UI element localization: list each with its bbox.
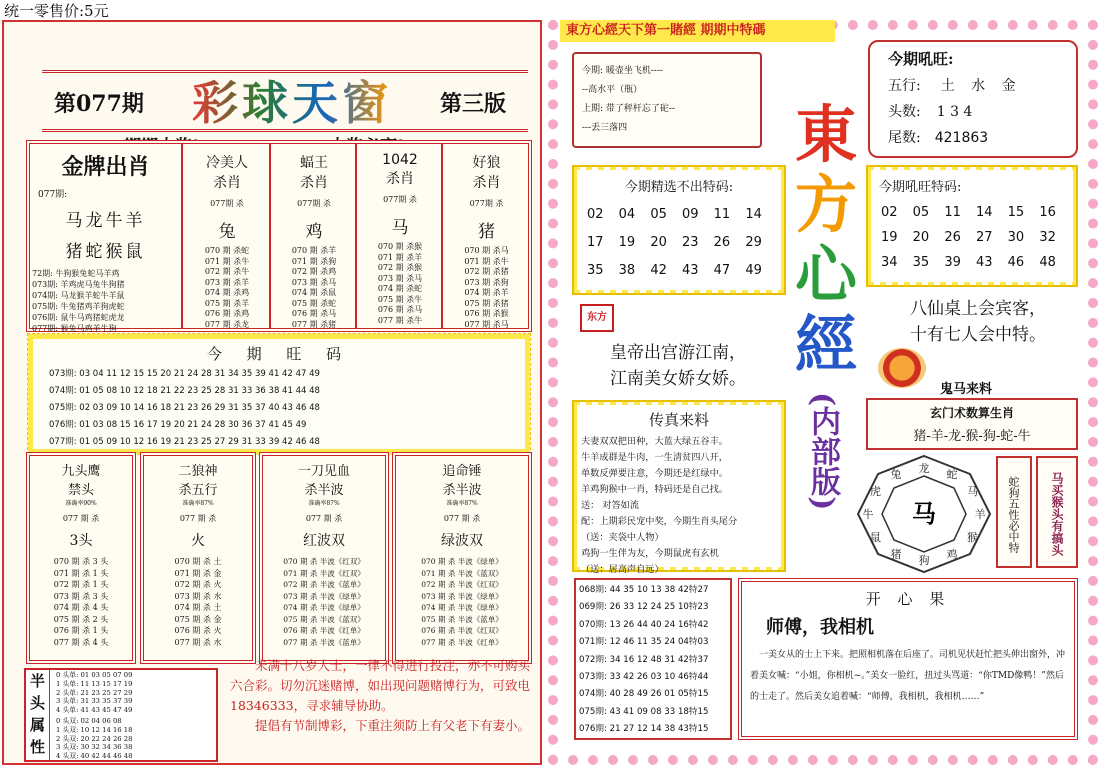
attr-row: 3 头单: 31 33 35 37 39 [56,697,133,706]
kill-row: 074 期 杀蛇 [377,284,423,293]
bottom-row: 075 期 杀 金 [174,614,222,624]
kill-row: 073 期 杀马 [291,277,337,287]
jingxuan-number: 29 [745,235,762,250]
wheel-sign: 马 [967,485,978,498]
wx-label: 五行: [888,78,921,94]
bottom-row: 072 期 杀 1 头 [53,580,109,589]
kill-row: 075 期 杀羊 [204,298,250,308]
houwang-number: 05 [912,205,930,220]
notice-text: 未满十八岁人士，一律不得进行投注，亦不可购买六合彩。切勿沉迷赌博，如出现问题赌博行为，可致电18346333，寻求辅导协助。 [230,658,531,713]
ws-label: 尾数: [888,130,921,146]
jingxuan-number: 09 [681,207,699,222]
bottom-row: 073 期 杀 3 头 [53,591,109,601]
joke-body: 一美女从的士上下来。把照相机落在后座了。司机见状赶忙把头伸出窗外，冲着美女喊：“小姐，你相机~。”美女一脸红，扭过头骂道：“你TMD像鸭！”然后的士走了。然后美女追着喊：“师傅，我相机，我相机……” [750,650,1066,702]
joke-headline: 师傅，我相机 [766,617,874,638]
fax-line: 单数反弹要注意，今期还是红绿中。 [581,468,728,479]
bottom-row: 071 期 杀 金 [174,568,222,578]
bottom-subtitle: 杀半波 [304,483,344,498]
bottom-issue: 077 期 杀 [179,514,217,523]
joke-title: 开 心 果 [865,590,951,608]
fax-box [572,400,786,575]
jingxuan-number: 23 [681,235,699,250]
verse-2: 八仙桌上会宾客， 十有七人会中特。 [910,299,1046,345]
bottom-issue: 077 期 杀 [443,514,481,523]
bottom-subtitle: 杀半波 [442,483,482,498]
kill-row: 073 期 杀羊 [204,277,250,287]
bottom-row: 073 期 杀 水 [174,591,222,601]
houwang-number: 11 [944,205,961,220]
wangma-row: 073期: 03 04 11 12 15 15 20 21 24 28 31 34 35 39 41 42 47 49 [49,369,320,379]
kill-title: 冷美人 [206,155,248,171]
issue-number: 第077期 [54,91,144,117]
wangma-row: 074期: 01 05 08 10 12 18 21 22 23 25 28 31 33 36 38 41 44 48 [49,386,320,396]
kill-title: 好狼 [472,155,501,171]
bottom-row: 072 期 杀 半波《红双》 [421,580,503,589]
bottom-issue: 077 期 杀 [62,514,100,523]
gold-line1: 马龙牛羊 [65,211,146,231]
bottom-subtitle: 杀五行 [178,483,218,498]
wheel-sign: 鸡 [946,547,958,561]
kill-row: 070 期 杀猴 [377,242,423,251]
poem-line: ---丢三落四 [582,123,628,133]
wangma-title: 今 期 旺 码 [206,345,352,363]
bottom-row: 071 期 杀 1 头 [53,568,109,578]
fax-line: 夫妻双双把田种，大蓝大绿五谷丰。 [581,436,728,447]
kill-row: 072 期 杀猴 [377,263,423,272]
bottom-row: 076 期 杀 半波《红单》 [283,626,365,635]
houwang-number: 43 [975,255,993,270]
houwang-number: 19 [881,230,898,245]
history-box [574,578,732,740]
kill-row: 074 期 杀鼠 [291,288,337,297]
wheel-sign: 蛇 [946,468,958,482]
zodiac-wheel [850,454,998,574]
ts-label: 头数: [888,104,921,120]
attr-row: 0 头双: 02 04 06 08 [56,716,122,725]
bottom-row: 074 期 杀 4 头 [53,603,109,612]
wheel-sign: 狗 [918,554,930,567]
bottom-row: 075 期 杀 半波《蓝单》 [421,614,503,624]
bottom-title: 二狼神 [178,464,218,479]
notice-text-2: 提倡有节制博彩，下重注须防上有父老下有妻小。 [255,718,531,733]
kill-col-4 [445,144,528,328]
wangma-box [28,334,530,454]
kill-subtitle: 杀肖 [472,175,501,191]
kill-row: 076 期 杀马 [291,309,337,318]
kill-subtitle: 杀肖 [213,175,241,191]
gold-row: 72期: 牛狗猴兔蛇马羊鸡 [32,269,120,278]
fax-line: （送：夹袋中人物） [581,532,664,543]
kill-row: 072 期 杀猪 [464,267,509,276]
history-row: 072期: 34 16 12 48 31 42特37 [579,654,709,665]
kill-row: 071 期 杀牛 [464,256,509,266]
poem-box [572,52,762,148]
history-row: 068期: 44 35 10 13 38 42特27 [579,585,709,595]
kill-issue: 077期 杀 [383,195,417,204]
houwang-number: 14 [975,205,993,220]
jingxuan-number: 20 [650,235,667,250]
attr-label: 半 头 属 性 [26,670,50,760]
kill-col-3 [359,144,443,328]
hot-box [868,40,1078,158]
houwang-number: 46 [1007,255,1025,270]
kill-row: 070 期 杀马 [464,246,509,255]
ts-value: 1 3 4 [936,104,973,120]
verse-1: 皇帝出宫游江南， 江南美女娇女娇。 [610,343,746,389]
bottom-row: 077 期 杀 4 头 [53,637,109,647]
history-row: 071期: 12 46 11 35 24 04特03 [579,637,709,648]
left-page [2,20,542,765]
hot-title: 今期吼旺: [888,50,954,68]
houwang-number: 34 [881,255,898,270]
wheel-sign: 鼠 [870,531,881,544]
poem-line: 上期: 带了秤杆忘了砣-- [582,104,675,114]
bottom-box-2 [140,452,256,664]
history-row: 073期: 33 42 26 03 10 46特44 [579,672,709,683]
kill-subtitle: 杀肖 [386,171,414,187]
kill-col-1 [185,144,271,328]
kill-issue: 077期 杀 [469,199,504,208]
bottom-box-1 [26,452,136,664]
kill-issue: 077期 杀 [297,199,331,208]
houwang-number: 20 [912,230,930,245]
jingxuan-number: 14 [745,207,762,222]
xuanmen-box [866,398,1078,450]
bottom-title: 追命锤 [442,464,482,479]
attr-row: 1 头单: 11 13 15 17 19 [56,679,133,688]
bottom-box-4 [392,452,532,664]
kill-row: 077 期 杀马 [464,319,509,329]
kill-row: 074 期 杀羊 [464,288,509,297]
attr-row: 3 头双: 30 32 34 36 38 [56,743,133,752]
paper-title: 彩球天窗 [192,67,392,133]
gold-box [30,144,183,333]
jingxuan-number: 11 [713,207,731,222]
history-row: 069期: 26 33 12 24 25 10特23 [579,602,709,613]
jingxuan-number: 04 [618,207,636,222]
bottom-row: 071 期 杀 半波《红双》 [283,568,365,578]
wheel-sign: 虎 [870,485,881,498]
wheel-sign: 猴 [967,531,978,544]
banner: 東方心經天下第一賭經 期期中特碼 [560,20,835,42]
kill-answer: 鸡 [305,222,323,242]
kill-row: 076 期 杀猴 [464,309,509,318]
jingxuan-number: 43 [681,263,699,278]
tiger-icon [878,348,926,388]
kill-row: 075 期 杀牛 [377,294,423,304]
jingxuan-number: 38 [618,263,636,278]
bottom-row: 070 期 杀 半波《红双》 [283,557,365,566]
kill-row: 072 期 杀牛 [204,267,250,276]
bottom-title: 九头鹰 [61,464,101,479]
vertical-subtitle: (内部版) [805,392,840,511]
attr-row: 4 头单: 41 43 45 47 49 [56,706,133,715]
jingxuan-number: 02 [587,207,604,222]
kill-answer: 马 [391,218,409,238]
history-row: 070期: 13 26 44 40 24 16特42 [579,619,709,630]
fax-line: 鸡狗一生伴为友，今期鼠虎有玄机 [581,548,719,559]
jingxuan-number: 17 [587,235,604,250]
bottom-answer: 绿波双 [441,533,483,549]
kill-issue: 077期 杀 [210,199,244,208]
kill-row: 077 期 杀猪 [291,319,337,329]
xuanmen-title: 玄门术数算生肖 [929,406,1014,420]
kill-row: 070 期 杀羊 [291,246,337,255]
edition-label: 第三版 [440,91,507,117]
wx-value: 土 水 金 [940,78,1022,94]
jingxuan-grid [587,207,777,278]
vertical-title: 東 方 心 經 [794,98,857,381]
ws-value: 421863 [934,130,989,146]
fax-title: 传真来料 [648,411,709,429]
fax-line: 牛羊成群是牛肉，一生清贫四八开， [581,452,728,463]
bottom-answer: 火 [191,533,205,549]
poem-line: --高水平（瓶） [582,85,643,95]
jingxuan-number: 05 [650,207,667,222]
bottom-row: 077 期 杀 半波《蓝单》 [283,637,365,647]
side-box-2: 马买猴头有搞头 [1036,456,1078,568]
bottom-row: 070 期 杀 半波《绿单》 [421,557,503,566]
bottom-subtitle: 禁头 [67,483,94,498]
kill-title: 蝠王 [300,155,328,171]
houwang-number: 30 [1007,230,1025,245]
jingxuan-box [572,165,786,295]
houwang-number: 35 [912,255,930,270]
gold-row: 077期: 猴兔马鸡羊牛狗 [32,324,117,333]
attr-table [24,668,218,762]
attr-row: 0 头单: 01 03 05 07 09 [56,671,133,679]
bottom-row: 075 期 杀 2 头 [53,614,109,624]
bottom-row: 076 期 杀 火 [174,626,222,635]
wangma-row: 077期: 01 05 09 10 12 16 19 21 23 25 27 29 31 33 39 42 46 48 [49,437,320,447]
bottom-row: 072 期 杀 半波《蓝单》 [283,580,365,589]
fax-line: 配：上期彩民宠中奖，今期生肖头尾分 [581,516,738,527]
wheel-sign: 龙 [918,462,930,475]
bottom-row: 074 期 杀 半波《绿单》 [283,603,365,612]
kill-row: 075 期 杀蛇 [291,298,337,308]
bottom-row: 074 期 杀 半波《绿单》 [421,603,503,612]
bottom-row: 076 期 杀 半波《红双》 [421,626,503,635]
houwang-number: 16 [1039,205,1056,220]
jingxuan-number: 19 [618,235,636,250]
attr-row: 4 头双: 40 42 44 46 48 [56,752,133,761]
wheel-center: 马 [912,499,936,528]
side-box-1: 蛇狗五性必中特 [996,456,1032,568]
houwang-number: 32 [1039,230,1056,245]
gold-row: 075期: 牛兔猪鸡羊狗虎蛇 [32,302,125,311]
bottom-row: 070 期 杀 土 [174,557,222,566]
wheel-sign: 牛 [862,508,874,521]
jingxuan-number: 49 [745,263,762,278]
houwang-number: 39 [944,255,961,270]
kill-row: 071 期 杀狗 [291,256,337,266]
wheel-sign: 猪 [890,547,902,561]
houwang-grid [881,205,1071,270]
stamp: 东方 [580,304,614,332]
jingxuan-number: 26 [713,235,731,250]
kill-row: 075 期 杀猪 [464,298,509,308]
wheel-sign: 羊 [974,508,986,521]
kill-answer: 猪 [478,222,495,242]
bottom-box-3 [259,452,389,664]
bottom-row: 073 期 杀 半波《绿单》 [421,591,503,601]
xuanmen-list: 猪-羊-龙-猴-狗-蛇-牛 [913,429,1031,444]
poem-line: 今期: 暖壶坐飞机---- [582,66,664,76]
gold-issue: 077期: [38,190,68,200]
gold-row: 076期: 鼠牛马鸡猪蛇虎龙 [32,313,125,322]
bottom-row: 077 期 杀 水 [174,637,222,647]
houwang-number: 48 [1039,255,1056,270]
bottom-title: 一刀见血 [297,464,350,479]
fax-line: 羊鸡狗猴中一肖，特码还是自己找。 [581,484,728,495]
houwang-number: 15 [1007,205,1025,220]
history-row: 075期: 43 41 09 08 33 18特15 [579,706,709,717]
kill-row: 076 期 杀马 [377,305,423,314]
kill-row: 071 期 杀牛 [204,256,250,266]
kill-row: 073 期 杀马 [377,273,423,283]
bottom-issue: 077 期 杀 [305,514,343,523]
bottom-row: 071 期 杀 半波《蓝双》 [421,568,503,578]
bottom-row: 077 期 杀 半波《红单》 [421,637,503,647]
jingxuan-title: 今期精选不出特码: [624,180,734,195]
bottom-row: 074 期 杀 土 [174,603,222,612]
kill-title: 1042 [382,152,418,168]
bottom-row: 073 期 杀 半波《绿单》 [283,591,365,601]
gold-row: 074期: 马龙猴羊蛇牛羊鼠 [32,291,125,300]
bottom-answer: 红波双 [303,533,345,549]
bottom-row: 070 期 杀 3 头 [53,557,109,566]
bottom-answer: 3头 [69,533,93,549]
attr-row: 1 头双: 10 12 14 16 18 [56,725,133,734]
houwang-title: 今期吼旺特码: [879,180,962,195]
joke-box [738,578,1078,740]
jingxuan-number: 35 [587,263,604,278]
kill-row: 077 期 杀牛 [377,315,423,325]
wangma-row: 076期: 01 03 08 15 16 17 19 20 21 24 28 30 36 37 41 45 49 [49,420,307,430]
bottom-row: 076 期 杀 1 头 [53,626,109,635]
price-label: 统一零售价:5元 [4,2,109,20]
kill-row: 073 期 杀狗 [464,277,509,287]
fax-line: （送：居高声自远） [581,564,664,575]
wheel-sign: 兔 [890,468,902,482]
history-row: 076期: 21 27 12 14 38 43特15 [579,724,709,735]
jingxuan-number: 42 [650,263,667,278]
wangma-row: 075期: 02 03 09 10 14 16 18 21 23 26 29 31 35 37 40 43 46 48 [49,403,320,413]
gold-row: 073期: 羊鸡虎马兔牛狗猪 [32,280,125,289]
bottom-row: 075 期 杀 半波《蓝双》 [283,614,365,624]
guima-label: 鬼马来料 [940,382,993,397]
houwang-number: 02 [881,205,898,220]
jingxuan-number: 47 [713,263,731,278]
attr-row: 2 头双: 20 22 24 26 28 [56,734,133,743]
bottom-rate: 准确率87% [446,500,478,507]
houwang-box [866,165,1078,287]
kill-row: 071 期 杀羊 [377,252,423,262]
attr-row: 2 头单: 21 23 25 27 29 [56,688,133,697]
gold-history [32,268,181,334]
kill-row: 077 期 杀龙 [204,319,250,329]
kill-answer: 兔 [218,222,236,242]
kill-row: 076 期 杀鸡 [204,309,250,318]
gold-title: 金牌出肖 [61,154,150,180]
kill-row: 072 期 杀鸡 [291,267,337,276]
bottom-row: 072 期 杀 火 [174,580,222,589]
bottom-rate: 准确率87% [308,500,340,507]
kill-col-2 [273,144,357,328]
fax-line: 送： 对答如流 [581,500,640,511]
history-row: 074期: 40 28 49 26 01 05特15 [579,689,709,700]
houwang-number: 27 [975,230,993,245]
bottom-rate: 准确率90% [65,500,97,507]
kill-subtitle: 杀肖 [300,175,328,191]
kill-row: 070 期 杀蛇 [204,246,250,255]
houwang-number: 26 [944,230,961,245]
title-strip [42,70,528,132]
kill-row: 074 期 杀鸡 [204,288,250,297]
bottom-rate: 准确率87% [182,500,214,507]
gold-line2: 猪蛇猴鼠 [65,242,146,262]
